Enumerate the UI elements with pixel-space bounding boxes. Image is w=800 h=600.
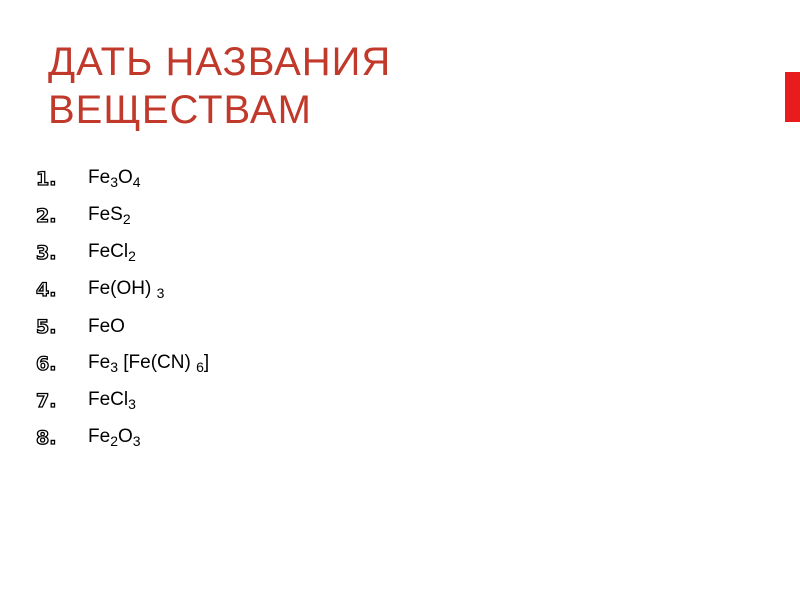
chemical-formula — [88, 204, 131, 227]
chemical-formula — [88, 241, 136, 264]
formula-text: O — [117, 426, 133, 447]
formula-text: O — [117, 167, 133, 188]
formula-text: Fe(OH) — [88, 278, 157, 299]
list-number: 2. — [36, 204, 57, 227]
formula-text: FeS — [88, 204, 123, 225]
formula-text: FeCl — [88, 241, 129, 262]
chemical-formula — [88, 352, 209, 375]
formula-subscript: 2 — [110, 433, 118, 449]
formula-subscript: 2 — [128, 248, 136, 264]
chemical-formula — [88, 167, 141, 190]
list-item — [36, 197, 209, 234]
chemical-formula — [88, 426, 141, 449]
formula-list — [36, 160, 209, 456]
formula-subscript: 6 — [196, 359, 204, 375]
formula-text: FeCl — [88, 389, 129, 410]
formula-subscript: 3 — [110, 359, 118, 375]
formula-text: ] — [203, 352, 210, 373]
formula-subscript: 3 — [110, 174, 118, 190]
formula-subscript: 3 — [132, 433, 141, 449]
list-number: 5. — [36, 315, 57, 338]
formula-text: Fe — [88, 167, 111, 188]
list-item — [36, 271, 209, 308]
accent-bar — [785, 72, 800, 122]
list-item — [36, 382, 209, 419]
list-number: 4. — [36, 278, 57, 301]
formula-subscript: 2 — [122, 211, 131, 227]
formula-subscript: 3 — [156, 285, 165, 301]
list-number: 1. — [36, 167, 57, 190]
formula-subscript: 4 — [132, 174, 141, 190]
slide-title-line-1: ДАТЬ НАЗВАНИЯ — [48, 40, 392, 84]
slide-title-line-2: ВЕЩЕСТВАМ — [48, 88, 312, 132]
formula-text: [Fe(CN) — [117, 352, 197, 373]
list-number: 8. — [36, 426, 57, 449]
list-number: 6. — [36, 352, 57, 375]
chemical-formula — [88, 389, 136, 412]
list-item — [36, 419, 209, 456]
formula-text: FeO — [88, 315, 125, 337]
formula-subscript: 3 — [128, 396, 136, 412]
list-item — [36, 308, 209, 345]
formula-text: Fe — [88, 352, 111, 373]
slide-title — [48, 38, 648, 134]
list-item — [36, 234, 209, 271]
list-number: 3. — [36, 241, 57, 264]
chemical-formula — [88, 316, 125, 338]
list-item — [36, 345, 209, 382]
list-number: 7. — [36, 389, 57, 412]
formula-text: Fe — [88, 426, 111, 447]
chemical-formula — [88, 278, 164, 301]
list-item — [36, 160, 209, 197]
